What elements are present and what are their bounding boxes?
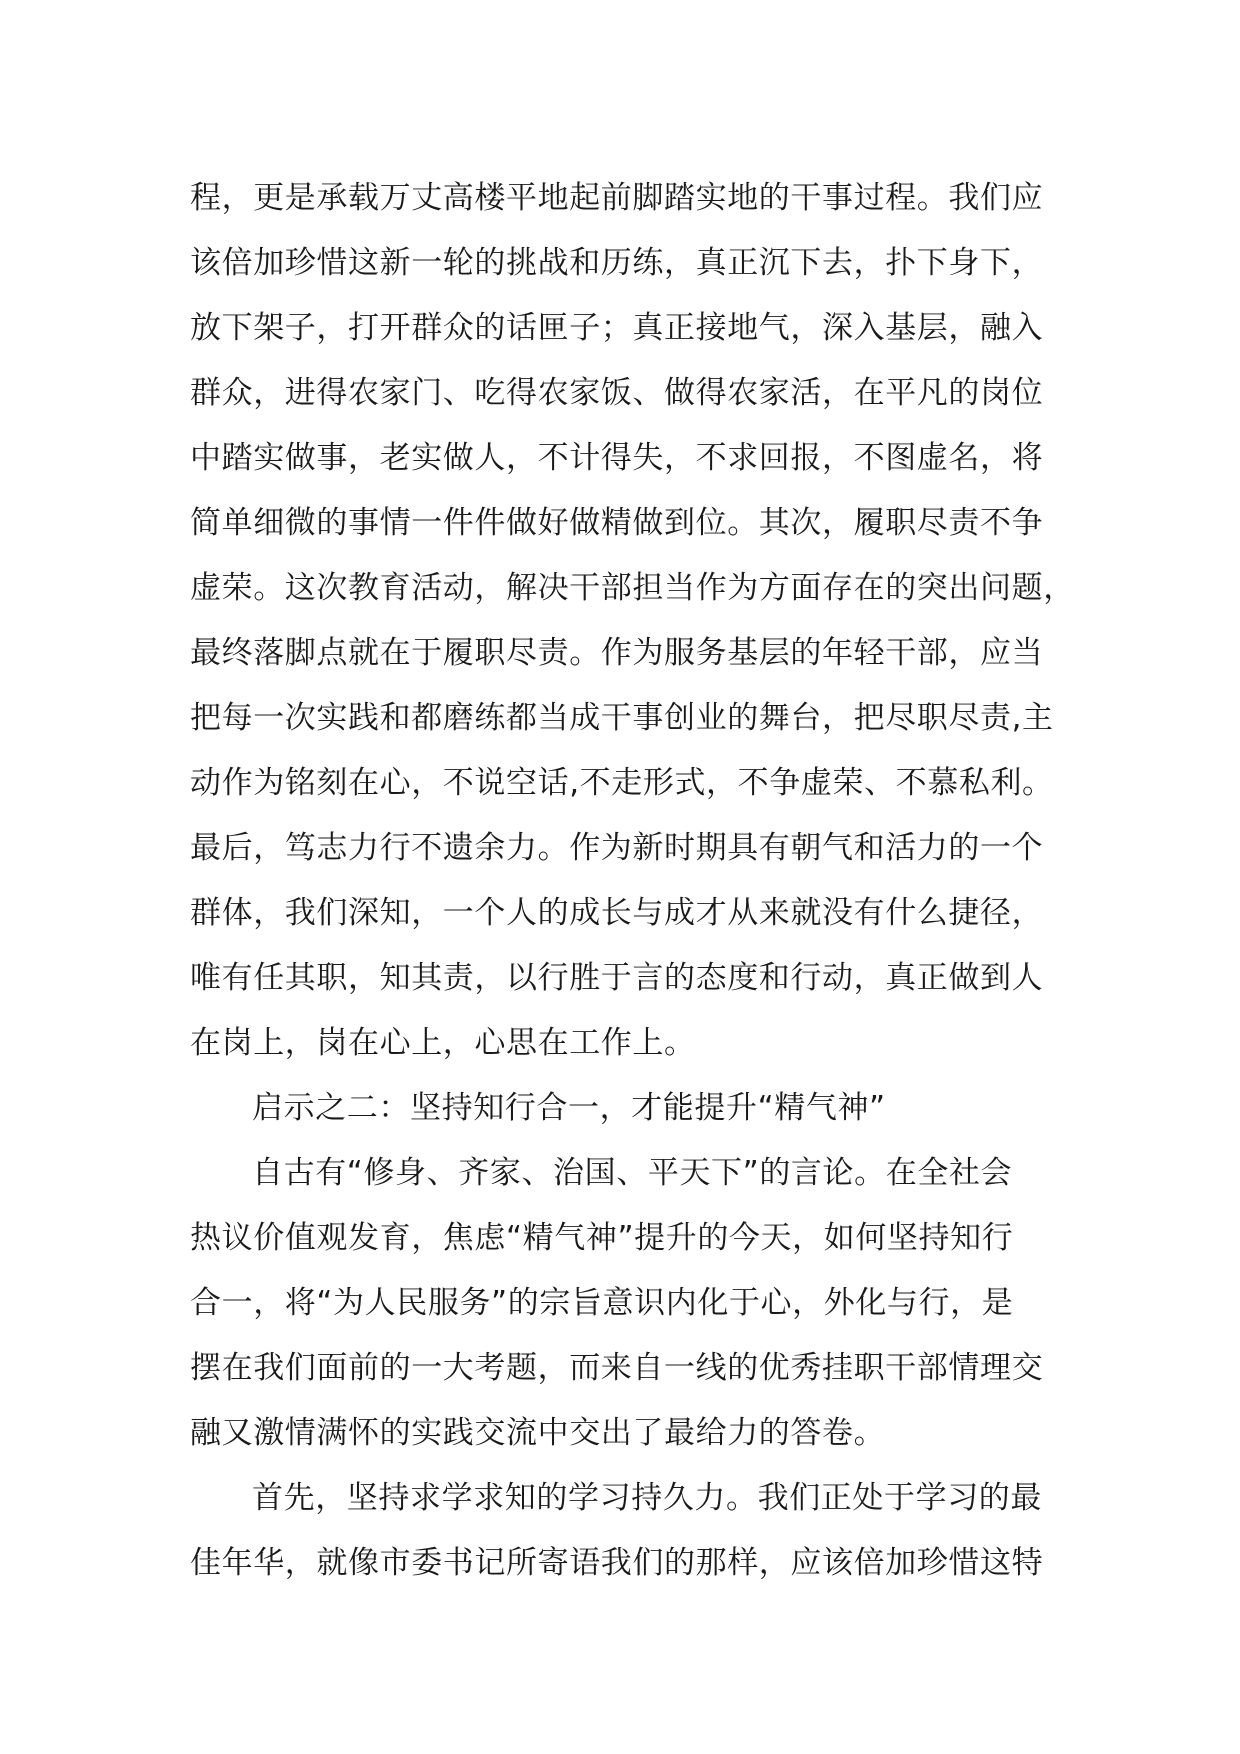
text-line: 最后，笃志力行不遗余力。作为新时期具有朝气和活力的一个 bbox=[190, 830, 1044, 866]
text-line: 动作为铭刻在心，不说空话,不走形式，不争虚荣、不慕私利。 bbox=[190, 765, 1054, 801]
text-line: 简单细微的事情一件件做好做精做到位。其次，履职尽责不争 bbox=[190, 505, 1044, 541]
paragraph-first-line: 首先，坚持求学求知的学习持久力。我们正处于学习的最 bbox=[252, 1480, 1042, 1516]
text-line: 群体，我们深知，一个人的成长与成才从来就没有什么捷径， bbox=[190, 895, 1044, 931]
text-line: 摆在我们面前的一大考题，而来自一线的优秀挂职干部情理交 bbox=[190, 1350, 1044, 1386]
text-line: 最终落脚点就在于履职尽责。作为服务基层的年轻干部，应当 bbox=[190, 635, 1044, 671]
text-line: 把每一次实践和都磨练都当成干事创业的舞台，把尽职尽责,主 bbox=[190, 700, 1054, 736]
text-line: 程，更是承载万丈高楼平地起前脚踏实地的干事过程。我们应 bbox=[190, 180, 1044, 216]
text-line: 热议价值观发育，焦虑“精气神”提升的今天，如何坚持知行 bbox=[190, 1220, 1014, 1256]
text-line: 该倍加珍惜这新一轮的挑战和历练，真正沉下去，扑下身下， bbox=[190, 245, 1044, 281]
text-line: 融又激情满怀的实践交流中交出了最给力的答卷。 bbox=[190, 1415, 886, 1451]
text-line: 在岗上，岗在心上，心思在工作上。 bbox=[190, 1025, 696, 1061]
text-line: 放下架子，打开群众的话匣子；真正接地气，深入基层，融入 bbox=[190, 310, 1044, 346]
text-line: 中踏实做事，老实做人，不计得失，不求回报，不图虚名，将 bbox=[190, 440, 1044, 476]
body-text bbox=[190, 166, 1090, 1596]
text-line: 唯有任其职，知其责，以行胜于言的态度和行动，真正做到人 bbox=[190, 960, 1044, 996]
text-line: 合一，将“为人民服务”的宗旨意识内化于心，外化与行，是 bbox=[190, 1285, 1014, 1321]
section-heading: 启示之二：坚持知行合一，才能提升“精气神” bbox=[252, 1090, 886, 1126]
text-line: 群众，进得农家门、吃得农家饭、做得农家活，在平凡的岗位 bbox=[190, 375, 1044, 411]
text-line: 佳年华，就像市委书记所寄语我们的那样，应该倍加珍惜这特 bbox=[190, 1545, 1044, 1581]
text-line: 虚荣。这次教育活动，解决干部担当作为方面存在的突出问题， bbox=[190, 570, 1075, 606]
paragraph-first-line: 自古有“修身、齐家、治国、平天下”的言论。在全社会 bbox=[252, 1155, 1013, 1191]
